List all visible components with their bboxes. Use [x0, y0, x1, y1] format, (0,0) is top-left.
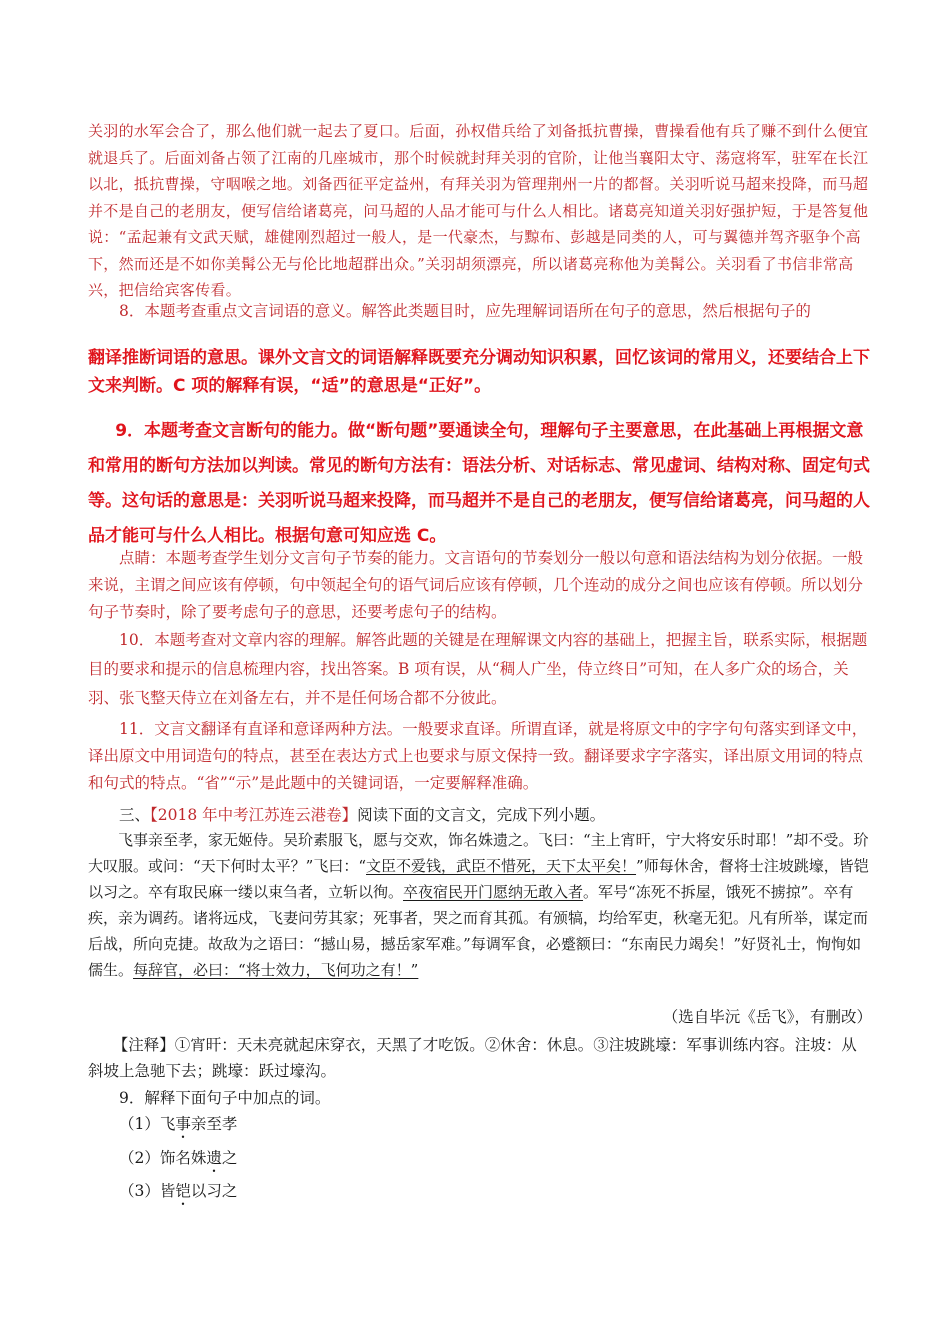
answer-8-part1: [88, 298, 872, 325]
question-9-text: 9．解释下面句子中加点的词。: [119, 1089, 331, 1107]
underlined-sentence-3: 每辞官，必曰：“将士效力，飞何功之有！”: [133, 961, 419, 979]
question-9-item-1: [88, 1112, 872, 1142]
answer-8-part2: 翻译推断词语的意思。课外文言文的词语解释既要充分调动知识积累，回忆该词的常用义，还要结合上下文来判断。C 项的解释有误，“适”的意思是“正好”。: [88, 348, 870, 396]
dianjing-text: 点睛：本题考查学生划分文言句子节奏的能力。文言语句的节奏划分一般以句意和语法结构为划分依据。一般来说，主谓之间应该有停顿，句中领起全句的语气词后应该有停顿，几个连动的成分之间也应该有停顿。所以划分句子节奏时，除了要考虑句子的意思，还要考虑句子的结构。: [88, 549, 864, 621]
item-1-post: 亲至孝: [190, 1115, 238, 1133]
item-3-pre: （3）皆: [119, 1182, 176, 1200]
question-9-item-3: [88, 1179, 872, 1209]
answer-9-text: 9．本题考查文言断句的能力。做“断句题”要通读全句，理解句子主要意思，在此基础上再根据文意和常用的断句方法加以判读。常见的断句方法有：语法分析、对话标志、常见虚词、结构对称、固定句式等。这句话的意思是：关羽听说马超来投降，而马超并不是自己的老朋友，便写信给诸葛亮，问马超的人品才能可与什么人相比。根据句意可知应选 C。: [88, 421, 870, 546]
item-2-post: 之: [221, 1149, 238, 1167]
question-9-prompt: [88, 1086, 872, 1110]
item-3-post: 以习之: [190, 1182, 238, 1200]
answer-9: [88, 414, 872, 554]
passage-source: （选自毕沅《岳飞》，有删改）: [662, 1008, 872, 1026]
answer-8-text: 8．本题考查重点文言词语的意义。解答此类题目时，应先理解词语所在句子的意思，然后根据句子的: [119, 302, 811, 320]
answer-11-text: 11．文言文翻译有直译和意译两种方法。一般要求直译。所谓直译，就是将原文中的字字句句落实到译文中，译出原文中用词造句的特点，甚至在表达方式上也要求与原文保持一致。翻译要求字字落实，译出原文用词的特点和句式的特点。“省”“示”是此题中的关键词语，一定要解释准确。: [88, 720, 868, 792]
passage-part-b: ”师每休舍，督将士注坡跳壕，皆铠以习之。卒有取民麻一缕以束刍者，立斩以徇。: [88, 857, 869, 901]
underlined-sentence-1: 文臣不爱钱，武臣不惜死，天下太平矣！: [366, 857, 637, 875]
dianjing-note: [88, 545, 872, 626]
passage-part-c: 。军号“冻死不拆屋，饿死不掳掠”。卒有疾，亲为调药。诸将远戍，飞妻问劳其家；死事者，哭之而育其孤。有颁犒，均给军吏，秋毫无犯。凡有所举，谋定而后战，所向克捷。故敌为之语曰：“撼山易，撼岳家军难。”每调军食，必蹙额曰：“东南民力竭矣！”好贤礼士，恂恂如儒生。: [88, 883, 869, 979]
item-1-dotted-word: 事: [175, 1115, 191, 1133]
section-number: 三、: [119, 806, 151, 824]
section-three-heading: [88, 803, 872, 827]
answer-10-text: 10．本题考查对文章内容的理解。解答此题的关键是在理解课文内容的基础上，把握主旨，联系实际，根据题目的要求和提示的信息梳理内容，找出答案。B 项有误，从“稠人广坐，侍立终日”可知，在人多广众的场合，关羽、张飞整天侍立在刘备左右，并不是任何场合都不分彼此。: [88, 631, 868, 707]
question-9-item-2: [88, 1146, 872, 1176]
item-3-dotted-word: 铠: [175, 1182, 191, 1200]
section-instruction: 阅读下面的文言文，完成下列小题。: [357, 806, 606, 824]
classical-passage: [88, 827, 872, 983]
answer-10: [88, 626, 872, 713]
underlined-sentence-2: 卒夜宿民开门愿纳无敢入者: [403, 883, 584, 901]
annotations-text: 【注释】①宵旰：天未亮就起床穿衣，天黑了才吃饭。②休舍：休息。③注坡跳壕：军事训练内容。注坡：从斜坡上急驰下去；跳壕：跃过壕沟。: [88, 1036, 857, 1080]
passage-part-a: 飞事亲至孝，家无姬侍。吴玠素服飞，愿与交欢，饰名姝遗之。飞曰：“主上宵旰，宁大将安乐时耶！”却不受。玠大叹服。或问：“天下何时太平？”飞曰：“: [88, 831, 869, 875]
annotations: [88, 1032, 872, 1084]
exam-source: 【2018 年中考江苏连云港卷】: [150, 806, 358, 824]
explanation-paragraph-translation: 关羽的水军会合了，那么他们就一起去了夏口。后面，孙权借兵给了刘备抵抗曹操，曹操看他有兵了赚不到什么便宜就退兵了。后面刘备占领了江南的几座城市，那个时候就封拜关羽的官阶，让他当襄阳太守、荡寇将军，驻军在长江以北，抵抗曹操，守咽喉之地。刘备西征平定益州，有拜关羽为管理荆州一片的都督。关羽听说马超来投降，而马超并不是自己的老朋友，便写信给诸葛亮，问马超的人品才能可与什么人相比。诸葛亮知道关羽好强护短，于是答复他说：“孟起兼有文武天赋，雄健刚烈超过一般人，是一代豪杰，与黥布、彭越是同类的人，可与翼德并驾齐驱争个高下，然而还是不如你美髯公无与伦比地超群出众。”关羽胡须漂亮，所以诸葛亮称他为美髯公。关羽看了书信非常高兴，把信给宾客传看。: [88, 122, 869, 299]
item-2-pre: （2）饰名姝: [119, 1149, 207, 1167]
item-1-pre: （1）飞: [119, 1115, 176, 1133]
answer-11: [88, 716, 872, 797]
item-2-dotted-word: 遗: [206, 1149, 222, 1167]
